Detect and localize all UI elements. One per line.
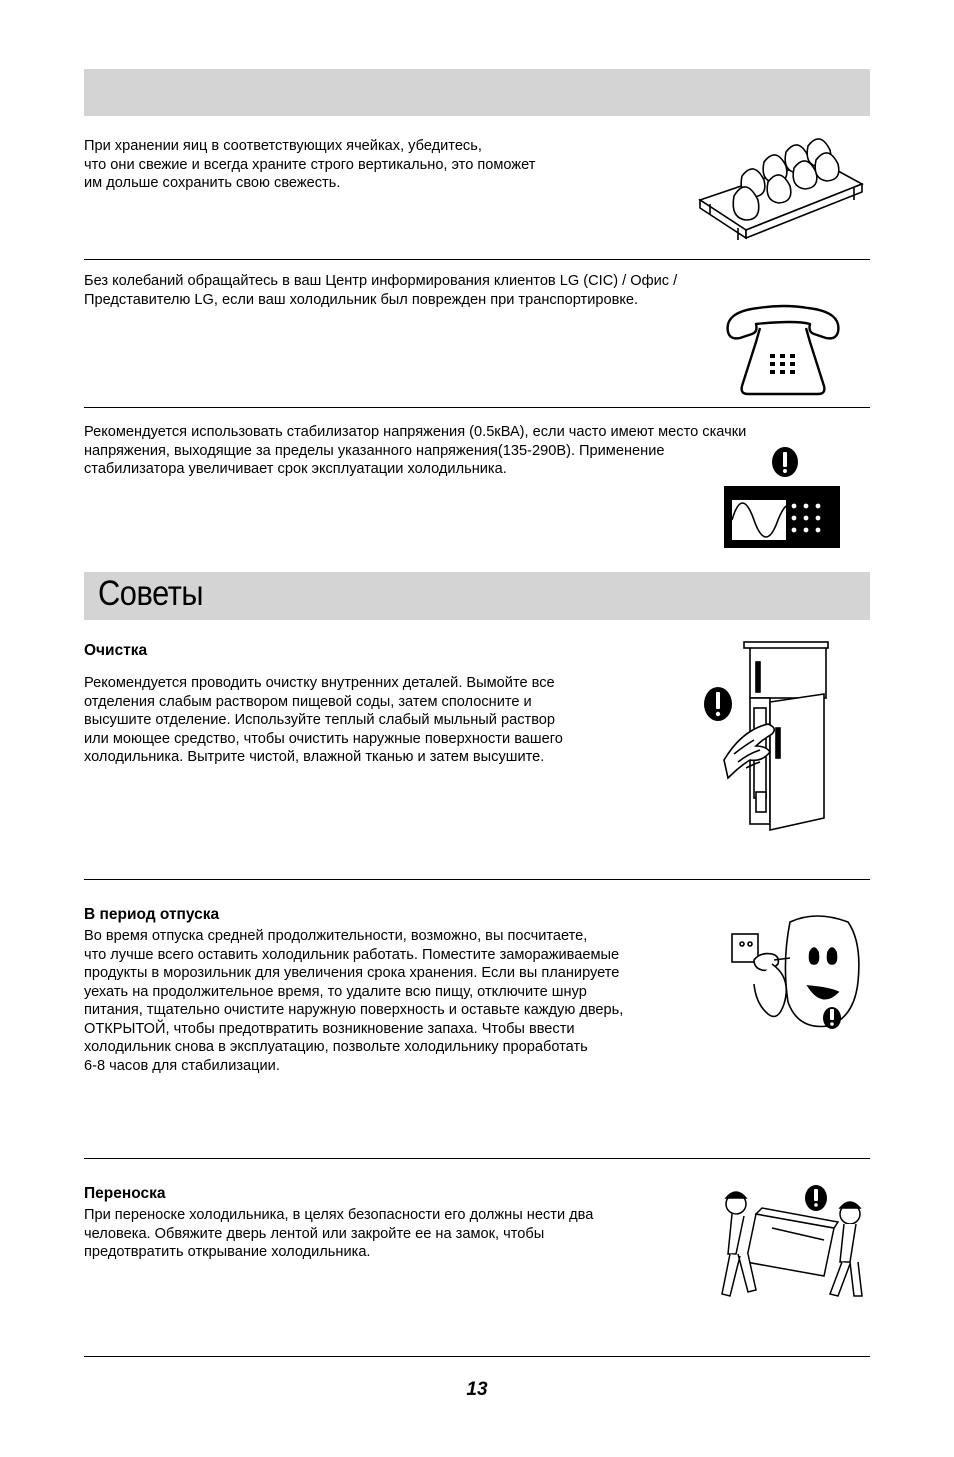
eggs-paragraph: При хранении яиц в соответствующих ячейках, убедитесь, что они свежие и всегда храните строго вертикально, это поможет им дольше сохранить свою свежесть. xyxy=(84,138,536,191)
top-header-band xyxy=(84,69,870,116)
divider xyxy=(84,407,870,408)
egg-tray-icon xyxy=(698,138,866,244)
cleaning-heading: Очистка xyxy=(84,642,148,659)
moving-heading: Переноска xyxy=(84,1185,166,1202)
telephone-icon xyxy=(724,304,842,398)
unplug-refrigerator-icon xyxy=(724,914,866,1034)
voltage-stabilizer-icon xyxy=(724,486,840,548)
divider xyxy=(84,879,870,880)
divider xyxy=(84,1356,870,1357)
vacation-heading: В период отпуска xyxy=(84,906,220,923)
cleaning-refrigerator-icon xyxy=(724,642,828,832)
page-number: 13 xyxy=(466,1379,488,1400)
divider xyxy=(84,259,870,260)
cleaning-paragraph: Рекомендуется проводить очистку внутренних деталей. Вымойте все отделения слабым раствором пищевой соды, затем сполосните и высушите отделение. Используйте теплый слабый мыльный раствор или моющее средство, чтобы очистить наружные поверхности вашего холодильника. Вытрите чистой, влажной тканью и затем высушите. xyxy=(84,675,563,765)
divider xyxy=(84,1158,870,1159)
section-title-tips: Советы xyxy=(98,574,204,613)
two-men-carrying-refrigerator-icon xyxy=(716,1184,866,1302)
vacation-paragraph: Во время отпуска средней продолжительности, возможно, вы посчитаете, что лучше всего оставить холодильник работать. Поместите замораживаемые продукты в морозильник для увеличения срока хранения. Если вы планируете уехать на продолжительное время, то удалите всю пищу, отключите шнур питания, тщательно очистите наружную поверхность и оставьте каждую дверь, ОТКРЫТОЙ, чтобы предотвратить возникновение запаха. Чтобы ввести холодильник снова в эксплуатацию, позвольте холодильнику проработать 6-8 часов для стабилизации. xyxy=(84,928,624,1074)
stabilizer-paragraph: Рекомендуется использовать стабилизатор напряжения (0.5кВА), если часто имеют место скачки напряжения, выходящие за пределы указанного напряжения(135-290В). Применение стабилизатора увеличивает срок эксплуатации холодильника. xyxy=(84,424,747,477)
moving-paragraph: При переноске холодильника, в целях безопасности его должны нести два человека. Обвяжите дверь лентой или закройте ее на замок, чтобы предотвратить открывание холодильника. xyxy=(84,1207,594,1260)
damage-paragraph: Без колебаний обращайтесь в ваш Центр информирования клиентов LG (CIC) / Офис / Представителю LG, если ваш холодильник был поврежден при транспортировке. xyxy=(84,273,678,308)
exclamation-warning-icon xyxy=(770,446,800,480)
